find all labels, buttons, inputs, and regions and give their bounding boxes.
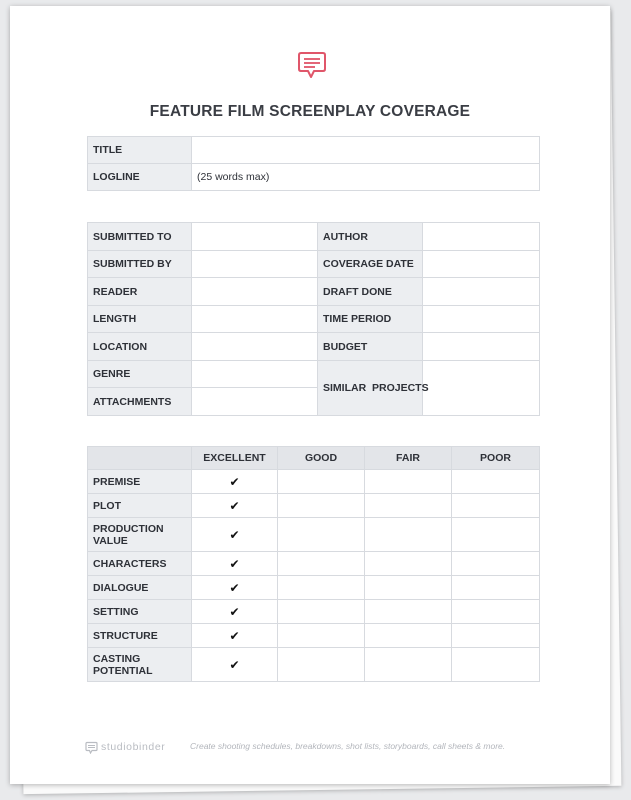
speech-bubble-icon [297, 50, 327, 84]
coverage-date-field[interactable] [423, 251, 540, 278]
genre-field[interactable] [192, 361, 318, 388]
rating-row-characters [88, 552, 540, 576]
budget-field[interactable] [423, 333, 540, 361]
reader-label: READER [88, 278, 192, 306]
rating-cell-poor[interactable] [452, 470, 540, 494]
column-poor: POOR [452, 447, 540, 470]
time-period-label: TIME PERIOD [318, 306, 423, 333]
checkmark-icon[interactable]: ✔ [192, 624, 278, 648]
rating-row-premise [88, 470, 540, 494]
rating-cell-good[interactable] [278, 576, 365, 600]
details-table [87, 222, 540, 416]
similar-projects-label: SIMILAR PROJECTS [318, 361, 423, 416]
rating-cell-poor[interactable] [452, 600, 540, 624]
rating-cell-good[interactable] [278, 600, 365, 624]
submitted-by-field[interactable] [192, 251, 318, 278]
rating-cell-good[interactable] [278, 494, 365, 518]
row-label: CHARACTERS [88, 552, 192, 576]
draft-done-label: DRAFT DONE [318, 278, 423, 306]
rating-cell-fair[interactable] [365, 624, 452, 648]
row-label: SETTING [88, 600, 192, 624]
author-field[interactable] [423, 223, 540, 251]
column-fair: FAIR [365, 447, 452, 470]
attachments-label: ATTACHMENTS [88, 388, 192, 416]
rating-row-production-value [88, 518, 540, 552]
footer-brand-name: studiobinder [101, 741, 166, 753]
column-excellent: EXCELLENT [192, 447, 278, 470]
rating-cell-fair[interactable] [365, 518, 452, 552]
studiobinder-logo-icon [85, 741, 98, 754]
checkmark-icon[interactable]: ✔ [192, 470, 278, 494]
row-label [88, 518, 192, 552]
title-logline-table [87, 136, 540, 191]
length-field[interactable] [192, 306, 318, 333]
rating-cell-fair[interactable] [365, 470, 452, 494]
time-period-field[interactable] [423, 306, 540, 333]
checkmark-icon[interactable]: ✔ [192, 552, 278, 576]
footer-brand[interactable] [85, 739, 185, 755]
footer-tagline: Create shooting schedules, breakdowns, shot lists, storyboards, call sheets & more. [190, 741, 506, 751]
rating-row-setting [88, 600, 540, 624]
rating-cell-fair[interactable] [365, 600, 452, 624]
row-label [88, 648, 192, 682]
row-label: PLOT [88, 494, 192, 518]
location-label: LOCATION [88, 333, 192, 361]
reader-field[interactable] [192, 278, 318, 306]
rating-cell-poor[interactable] [452, 576, 540, 600]
checkmark-icon[interactable]: ✔ [192, 648, 278, 682]
row-label-line: VALUE [93, 534, 128, 547]
coverage-document [10, 6, 610, 784]
author-label: AUTHOR [318, 223, 423, 251]
rating-cell-good[interactable] [278, 470, 365, 494]
checkmark-icon[interactable]: ✔ [192, 600, 278, 624]
checkmark-icon[interactable]: ✔ [192, 494, 278, 518]
rating-cell-fair[interactable] [365, 576, 452, 600]
logline-field[interactable]: (25 words max) [192, 164, 540, 191]
rating-row-dialogue [88, 576, 540, 600]
length-label: LENGTH [88, 306, 192, 333]
rating-cell-poor[interactable] [452, 552, 540, 576]
rating-cell-good[interactable] [278, 624, 365, 648]
row-label: DIALOGUE [88, 576, 192, 600]
rating-row-plot [88, 494, 540, 518]
similar-projects-field[interactable] [423, 361, 540, 416]
rating-cell-poor[interactable] [452, 518, 540, 552]
rating-cell-good[interactable] [278, 518, 365, 552]
rating-row-structure [88, 624, 540, 648]
submitted-to-label: SUBMITTED TO [88, 223, 192, 251]
checkmark-icon[interactable]: ✔ [192, 576, 278, 600]
rating-cell-poor[interactable] [452, 624, 540, 648]
logline-label: LOGLINE [88, 164, 192, 191]
page-title: FEATURE FILM SCREENPLAY COVERAGE [149, 103, 471, 120]
row-label-line: POTENTIAL [93, 664, 153, 677]
ratings-corner [88, 447, 192, 470]
rating-cell-fair[interactable] [365, 552, 452, 576]
row-label: STRUCTURE [88, 624, 192, 648]
draft-done-field[interactable] [423, 278, 540, 306]
submitted-by-label: SUBMITTED BY [88, 251, 192, 278]
budget-label: BUDGET [318, 333, 423, 361]
column-good: GOOD [278, 447, 365, 470]
rating-cell-poor[interactable] [452, 648, 540, 682]
title-field[interactable] [192, 137, 540, 164]
rating-cell-fair[interactable] [365, 494, 452, 518]
rating-cell-fair[interactable] [365, 648, 452, 682]
row-label-line: CASTING [93, 652, 141, 665]
submitted-to-field[interactable] [192, 223, 318, 251]
coverage-date-label: COVERAGE DATE [318, 251, 423, 278]
rating-row-casting-potential [88, 648, 540, 682]
location-field[interactable] [192, 333, 318, 361]
rating-cell-poor[interactable] [452, 494, 540, 518]
rating-cell-good[interactable] [278, 552, 365, 576]
rating-cell-good[interactable] [278, 648, 365, 682]
row-label: PREMISE [88, 470, 192, 494]
attachments-field[interactable] [192, 388, 318, 416]
checkmark-icon[interactable]: ✔ [192, 518, 278, 552]
ratings-table [87, 446, 540, 682]
row-label-line: PRODUCTION [93, 522, 164, 535]
genre-label: GENRE [88, 361, 192, 388]
title-label: TITLE [88, 137, 192, 164]
